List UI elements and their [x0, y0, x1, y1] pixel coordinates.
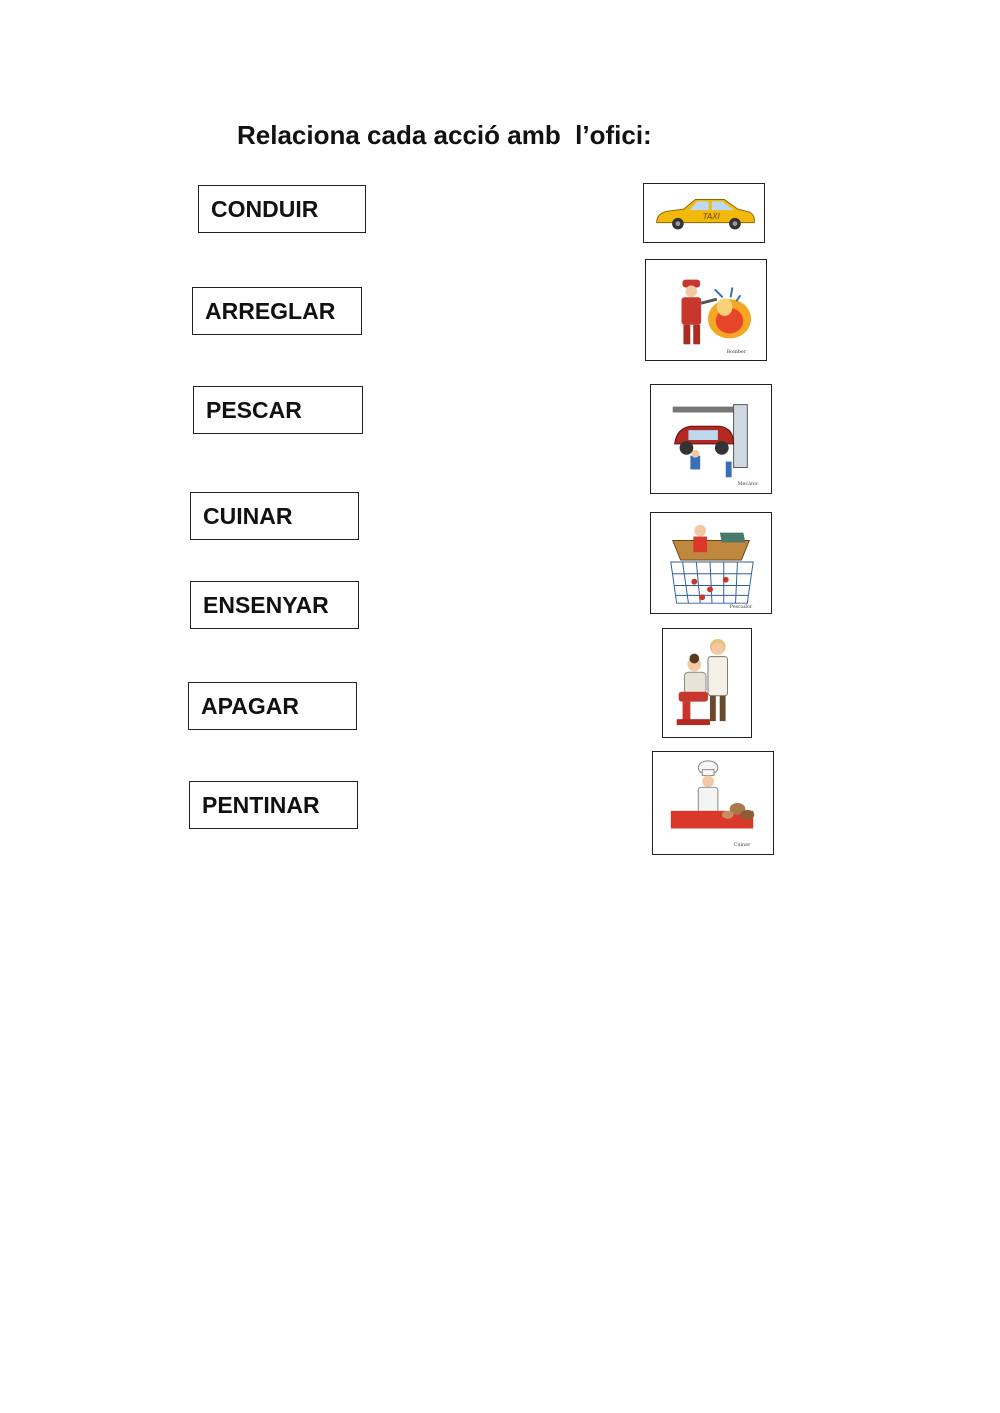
fisherman-image[interactable]	[650, 512, 772, 614]
mechanic-caption: Mecànic	[737, 481, 759, 488]
word-box-cuinar[interactable]: CUINAR	[190, 492, 359, 540]
hairdresser-image[interactable]	[662, 628, 752, 738]
firefighter-image[interactable]	[645, 259, 767, 361]
taxi-sign-text: TAXI	[703, 211, 720, 221]
word-box-conduir[interactable]: CONDUIR	[198, 185, 366, 233]
firefighter-caption: Bomber	[726, 349, 747, 356]
mechanic-image[interactable]	[650, 384, 772, 494]
word-box-apagar[interactable]: APAGAR	[188, 682, 357, 730]
cook-caption: Cuiner	[733, 842, 751, 849]
word-box-pescar[interactable]: PESCAR	[193, 386, 363, 434]
cook-image[interactable]	[652, 751, 774, 855]
word-box-ensenyar[interactable]: ENSENYAR	[190, 581, 359, 629]
word-box-arreglar[interactable]: ARREGLAR	[192, 287, 362, 335]
fisherman-caption: Pescador	[729, 604, 753, 611]
word-box-pentinar[interactable]: PENTINAR	[189, 781, 358, 829]
worksheet-title: Relaciona cada acció amb l’ofici:	[237, 120, 652, 150]
taxi-image[interactable]	[643, 183, 765, 243]
